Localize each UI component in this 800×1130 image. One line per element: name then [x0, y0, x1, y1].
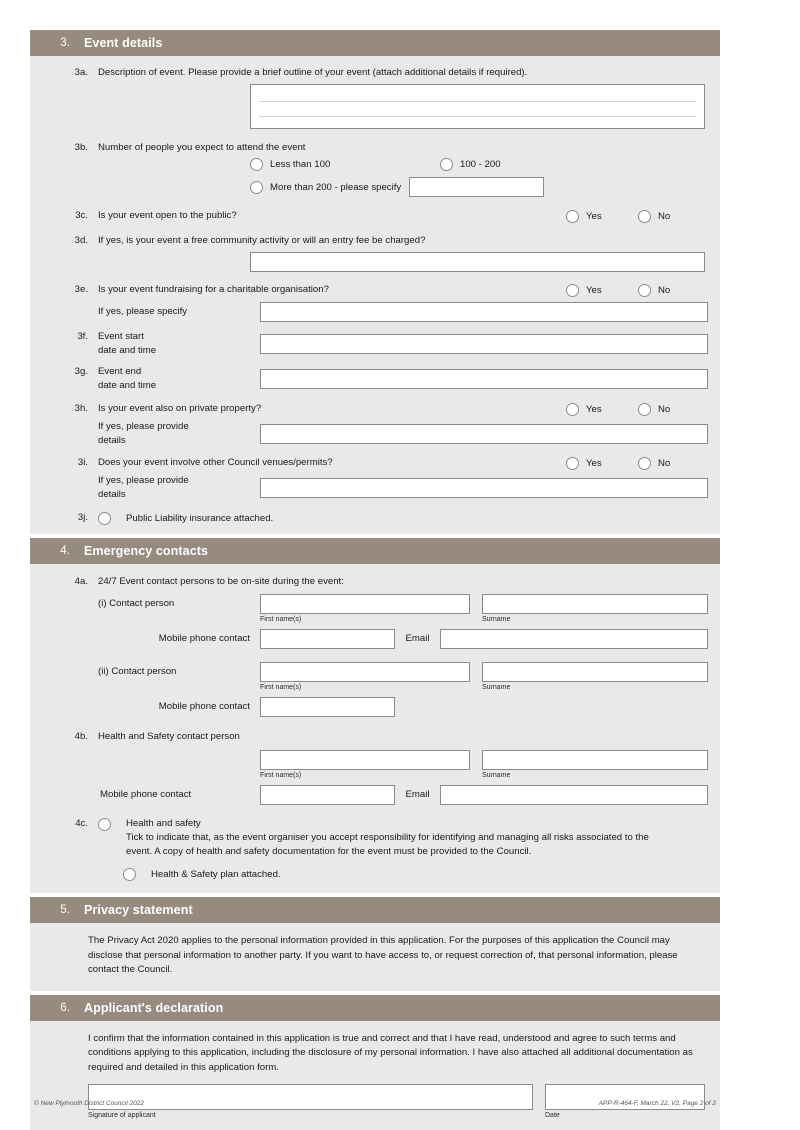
page-footer: [30, 1100, 720, 1107]
health-safety-contact-names: [30, 750, 720, 780]
health-safety-title: Health and safety: [126, 818, 201, 829]
surname-label: Surname: [482, 772, 511, 779]
date-label: Date: [545, 1112, 560, 1119]
question-index-3a: 3a.: [74, 67, 88, 78]
section-title: Event details: [84, 36, 163, 50]
question-text-4b: Health and Safety contact person: [98, 731, 240, 742]
mobile-label-1: Mobile phone contact: [158, 633, 250, 644]
question-text-3b: Number of people you expect to attend the event: [98, 142, 306, 153]
council-venues-details-input[interactable]: [260, 478, 708, 498]
sub-label-3h-line1: If yes, please provide: [98, 421, 189, 432]
event-end-datetime-input[interactable]: [260, 369, 708, 389]
section-body-privacy-statement: [30, 923, 720, 991]
question-index-4b: 4b.: [74, 731, 88, 742]
surname-label: Surname: [482, 684, 511, 691]
email-label-1: Email: [405, 633, 430, 644]
sub-label-3i: [98, 474, 260, 502]
question-3c: [30, 209, 720, 223]
first-name-label: First name(s): [260, 616, 302, 623]
section-number: 5.: [60, 904, 70, 916]
question-index-3h: 3h.: [74, 403, 88, 414]
question-3a: [30, 66, 720, 80]
radio-option-hs-plan-attached[interactable]: [123, 868, 281, 881]
question-text-3a: Description of event. Please provide a brief outline of your event (attach additional details if required).: [98, 67, 528, 78]
question-index-3i: 3i.: [77, 457, 88, 468]
health-safety-body: Tick to indicate that, as the event organiser you accept responsibility for identifying and managing all risks associated to the event. A copy of health and safety documentation for the event must be provided to the Council.: [126, 832, 649, 857]
radio-icon[interactable]: [566, 403, 579, 416]
question-3i-details: [30, 474, 720, 502]
question-text-3i: Does your event involve other Council venues/permits?: [98, 457, 333, 468]
event-start-line1: Event start: [98, 331, 144, 342]
footer-document-reference: APP-R-464-F, March 22, V2, Page 2 of 2: [598, 1100, 716, 1107]
radio-option-3e-yes[interactable]: [566, 284, 638, 297]
event-start-line2: date and time: [98, 345, 157, 356]
question-index-3j: 3j.: [77, 512, 88, 523]
privacy-statement-text: The Privacy Act 2020 applies to the personal information provided in this application. For the purposes of this application the Council may disclose that personal information to another party. If you want to have access to, or request correction of, that personal information, please contact the Council.: [88, 935, 678, 975]
radio-label: Yes: [586, 210, 602, 222]
health-safety-contact-phone-email: [30, 785, 720, 805]
radio-option-100-200[interactable]: [440, 158, 501, 171]
section-header-event-details: [30, 30, 720, 56]
question-index-3e: 3e.: [74, 284, 88, 295]
section-title: Emergency contacts: [84, 544, 209, 558]
section-number: 4.: [60, 545, 70, 557]
radio-option-more-than-200[interactable]: [250, 181, 401, 194]
question-text-3c: Is your event open to the public?: [98, 210, 237, 221]
question-3h: [30, 402, 720, 416]
ruled-line: [259, 116, 696, 117]
question-4a: [30, 575, 720, 589]
question-text-3h: Is your event also on private property?: [98, 403, 262, 414]
section-header-applicant-declaration: [30, 995, 720, 1021]
sub-label-3e: If yes, please specify: [98, 306, 188, 317]
question-4b: [30, 730, 720, 744]
radio-option-3h-no[interactable]: [638, 403, 708, 416]
event-end-line1: Event end: [98, 366, 142, 377]
question-index-3g: 3g.: [74, 366, 88, 377]
sub-label-3i-line2: details: [98, 489, 126, 500]
question-4c: [30, 817, 720, 859]
radio-option-3i-no[interactable]: [638, 457, 708, 470]
question-text-3g: [98, 365, 260, 393]
section-number: 6.: [60, 1001, 70, 1014]
question-index-4a: 4a.: [74, 576, 88, 587]
section-title: Applicant's declaration: [84, 1000, 224, 1015]
radio-icon[interactable]: [566, 457, 579, 470]
hs-contact-first-name-input[interactable]: [260, 750, 470, 770]
radio-option-3c-yes[interactable]: [566, 210, 638, 223]
radio-icon[interactable]: [638, 284, 651, 297]
first-name-label: First name(s): [260, 772, 302, 779]
question-text-4a: 24/7 Event contact persons to be on-site during the event:: [98, 576, 344, 587]
radio-icon[interactable]: [638, 403, 651, 416]
radio-label: Health & Safety plan attached.: [151, 869, 281, 880]
radio-option-3e-no[interactable]: [638, 284, 708, 297]
question-index-3c: 3c.: [75, 210, 88, 221]
contact-person-2-phone: [30, 697, 720, 717]
question-3h-details: [30, 420, 720, 448]
question-index-4c: 4c.: [75, 818, 88, 829]
question-3e: [30, 283, 720, 297]
radio-label: 100 - 200: [460, 159, 501, 170]
radio-label: Public Liability insurance attached.: [126, 512, 274, 524]
form-page: [30, 0, 720, 1130]
mobile-label-2: Mobile phone contact: [158, 701, 250, 712]
radio-icon[interactable]: [98, 512, 111, 525]
question-text-3d: If yes, is your event a free community activity or will an entry fee be charged?: [98, 235, 426, 246]
footer-copyright: © New Plymouth District Council 2022: [34, 1100, 144, 1107]
radio-label: More than 200 - please specify: [270, 181, 402, 193]
question-3i: [30, 456, 720, 470]
section-number: 3.: [60, 37, 70, 49]
health-safety-plan-option-row: [30, 868, 720, 881]
charitable-org-specify-input[interactable]: [260, 302, 708, 322]
contact2-mobile-input[interactable]: [260, 697, 395, 717]
radio-icon-health-safety[interactable]: [98, 818, 111, 831]
description-of-event-textarea[interactable]: [250, 84, 705, 129]
section-body-event-details: [30, 56, 720, 534]
contact-person-1-phone-email: [30, 629, 720, 649]
contact1-first-name-input[interactable]: [260, 594, 470, 614]
radio-label: No: [658, 210, 671, 222]
radio-label: Yes: [586, 457, 602, 469]
radio-icon[interactable]: [250, 158, 263, 171]
hs-contact-surname-input[interactable]: [482, 750, 708, 770]
radio-label: No: [658, 403, 671, 415]
radio-option-3c-no[interactable]: [638, 210, 708, 223]
email-label-hs: Email: [405, 789, 430, 800]
contact1-surname-input[interactable]: [482, 594, 708, 614]
radio-option-public-liability[interactable]: [98, 512, 273, 525]
radio-icon[interactable]: [440, 158, 453, 171]
radio-icon[interactable]: [638, 457, 651, 470]
question-3f: [30, 330, 720, 358]
question-3j: [30, 511, 720, 525]
sub-label-3h: [98, 420, 260, 448]
more-than-200-specify-input[interactable]: [409, 177, 544, 197]
sub-label-3i-line1: If yes, please provide: [98, 475, 189, 486]
contact-person-2-label: (ii) Contact person: [98, 666, 177, 677]
question-3g: [30, 365, 720, 393]
radio-label: Less than 100: [270, 159, 331, 170]
radio-label: Yes: [586, 284, 602, 296]
section-title: Privacy statement: [84, 903, 193, 917]
radio-icon[interactable]: [250, 181, 263, 194]
question-text-3e: Is your event fundraising for a charitable organisation?: [98, 284, 329, 295]
contact2-first-name-input[interactable]: [260, 662, 470, 682]
question-3d: [30, 234, 720, 248]
declaration-text: I confirm that the information contained in this application is true and correct and that I have read, understood and agree to such terms and conditions applying to this application, including the disclosure of my personal information. I have also attached all additional documentation as required and detailed in this application form.: [88, 1032, 693, 1073]
radio-option-3i-yes[interactable]: [566, 457, 638, 470]
section-body-applicant-declaration: [30, 1021, 720, 1130]
entry-fee-input[interactable]: [250, 252, 705, 272]
radio-label: No: [658, 457, 671, 469]
radio-icon[interactable]: [566, 284, 579, 297]
contact2-surname-input[interactable]: [482, 662, 708, 682]
radio-option-3h-yes[interactable]: [566, 403, 638, 416]
contact-person-2: [30, 662, 720, 692]
radio-label: No: [658, 284, 671, 296]
question-index-3b: 3b.: [74, 142, 88, 153]
section-body-emergency-contacts: [30, 564, 720, 893]
surname-label: Surname: [482, 616, 511, 623]
mobile-label-hs: Mobile phone contact: [100, 789, 192, 800]
radio-icon[interactable]: [566, 210, 579, 223]
question-index-3f: 3f.: [77, 331, 88, 342]
question-3e-specify: [30, 302, 720, 322]
ruled-line: [259, 101, 696, 102]
event-end-line2: date and time: [98, 380, 157, 391]
radio-icon[interactable]: [638, 210, 651, 223]
sub-label-3h-line2: details: [98, 435, 126, 446]
section-header-privacy-statement: [30, 897, 720, 923]
hs-contact-mobile-input[interactable]: [260, 785, 395, 805]
radio-label: Yes: [586, 403, 602, 415]
hs-contact-email-input[interactable]: [440, 785, 708, 805]
contact-person-1: [30, 594, 720, 624]
private-property-details-input[interactable]: [260, 424, 708, 444]
section-header-emergency-contacts: [30, 538, 720, 564]
signature-of-applicant-label: Signature of applicant: [88, 1112, 156, 1119]
radio-icon[interactable]: [123, 868, 136, 881]
contact1-email-input[interactable]: [440, 629, 708, 649]
contact1-mobile-input[interactable]: [260, 629, 395, 649]
first-name-label: First name(s): [260, 684, 302, 691]
question-index-3d: 3d.: [74, 235, 88, 246]
contact-person-1-label: (i) Contact person: [98, 598, 175, 609]
event-start-datetime-input[interactable]: [260, 334, 708, 354]
question-text-3f: [98, 330, 260, 358]
question-3b: [30, 141, 720, 155]
radio-option-less-than-100[interactable]: [250, 158, 440, 171]
